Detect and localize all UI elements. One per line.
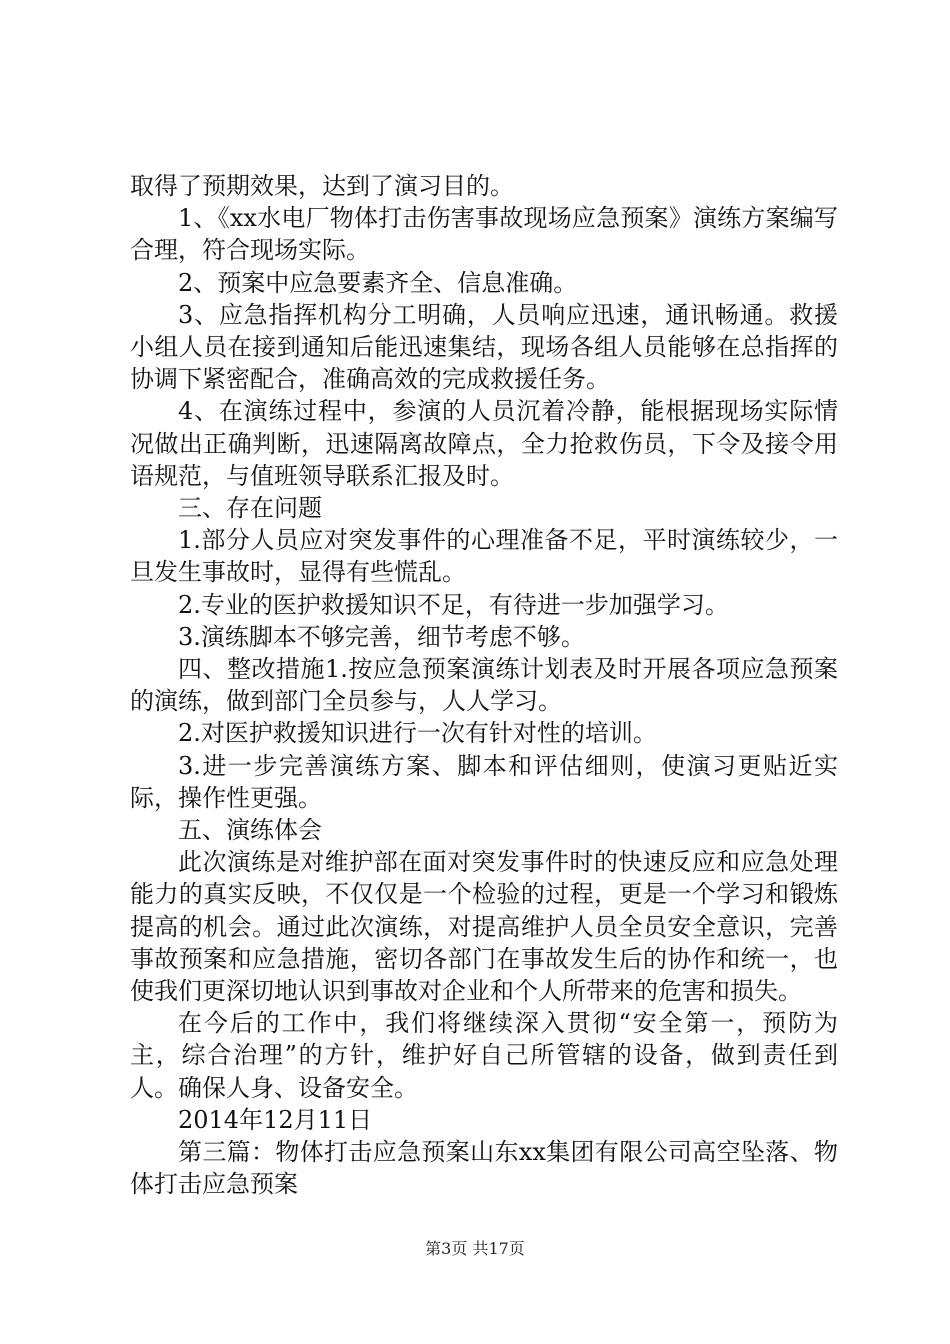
document-date: 2014年12月11日 [178, 1105, 373, 1134]
paragraph-experience: 此次演练是对维护部在面对突发事件时的快速反应和应急处理能力的真实反映，不仅仅是一个检验的过程，更是一个学习和锻炼提高的机会。通过此次演练，对提高维护人员全员安全意识，完善事故预案和应急措施，密切各部门在事故发生后的协作和统一，也使我们更深切地认识到事故对企业和个人所带来的危害和损失。 [130, 848, 838, 1006]
paragraph-part-three-title: 第三篇：物体打击应急预案山东xx集团有限公司高空坠落、物体打击应急预案 [130, 1138, 838, 1199]
paragraph-point-3: 3、应急指挥机构分工明确，人员响应迅速，通讯畅通。救援小组人员在接到通知后能迅速集结，现场各组人员能够在总指挥的协调下紧密配合，准确高效的完成救援任务。 [130, 300, 838, 394]
document-body [130, 170, 838, 1201]
paragraph-problem-3: 3.演练脚本不够完善，细节考虑不够。 [178, 622, 585, 651]
paragraph-problem-1: 1.部分人员应对突发事件的心理准备不足，平时演练较少，一旦发生事故时，显得有些慌乱。 [130, 526, 838, 587]
paragraph-point-1: 1、《xx水电厂物体打击伤害事故现场应急预案》演练方案编写合理，符合现场实际。 [130, 204, 838, 265]
paragraph-measures-3: 3.进一步完善演练方案、脚本和评估细则，使演习更贴近实际，操作性更强。 [130, 751, 838, 812]
paragraph-future-work: 在今后的工作中，我们将继续深入贯彻“安全第一，预防为主，综合治理”的方针，维护好自己所管辖的设备，做到责任到人。确保人身、设备安全。 [130, 1009, 838, 1102]
section-heading-problems: 三、存在问题 [178, 494, 322, 523]
paragraph-result-summary: 取得了预期效果，达到了演习目的。 [130, 172, 514, 200]
section-heading-experience: 五、演练体会 [178, 816, 322, 845]
paragraph-point-2: 2、预案中应急要素齐全、信息准确。 [178, 268, 578, 297]
paragraph-problem-2: 2.专业的医护救援知识不足，有待进一步加强学习。 [178, 590, 729, 619]
paragraph-measures-2: 2.对医护救援知识进行一次有针对性的培训。 [178, 719, 657, 748]
paragraph-point-4: 4、在演练过程中，参演的人员沉着冷静，能根据现场实际情况做出正确判断，迅速隔离故障点，全力抢救伤员，下令及接令用语规范，与值班领导联系汇报及时。 [130, 397, 838, 490]
page-number-footer: 第3页 共17页 [425, 1239, 525, 1258]
paragraph-measures-1: 四、整改措施1.按应急预案演练计划表及时开展各项应急预案的演练，做到部门全员参与，人人学习。 [130, 655, 838, 716]
